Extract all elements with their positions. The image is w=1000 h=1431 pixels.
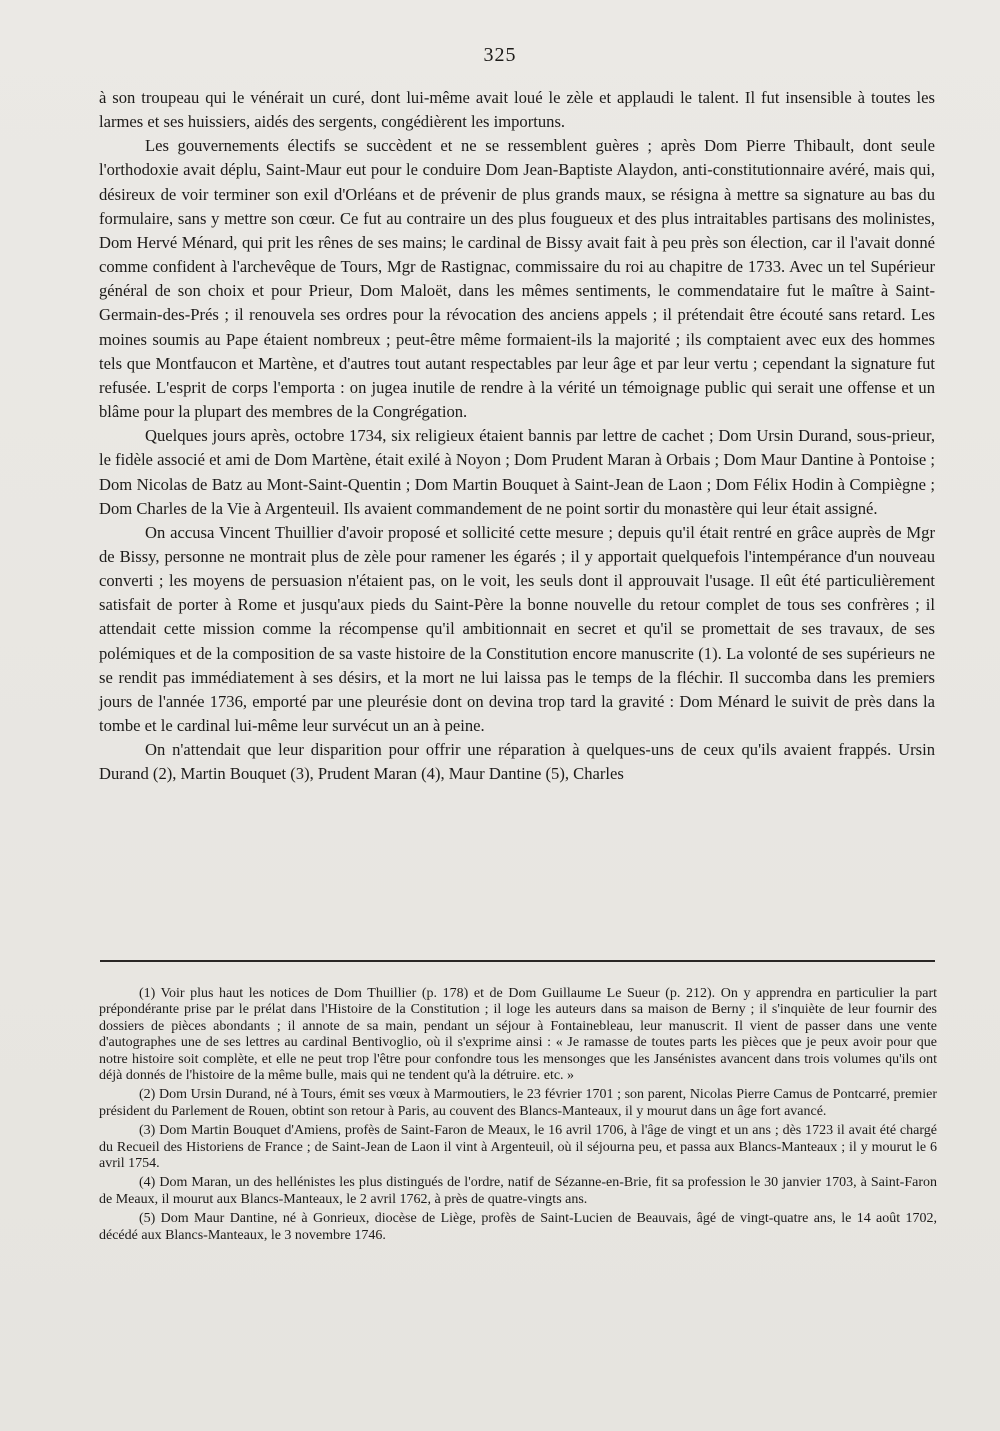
- page-number: 325: [483, 44, 517, 66]
- paragraph: On n'attendait que leur disparition pour offrir une réparation à quelques-uns de ceux qu'ils avaient frappés. Ursin Durand (2), Martin Bouquet (3), Prudent Maran (4), Maur Dantine (5), Charles: [99, 740, 935, 784]
- paragraph: On accusa Vincent Thuillier d'avoir proposé et sollicité cette mesure ; depuis qu'il était rentré en grâce auprès de Mgr de Bissy, personne ne montrait plus de zèle pour ramener les égarés ; il y apportait quelquefois l'intempérance d'un nouveau converti ; les moyens de persuasion n'étaient pas, on le voit, les seuls dont il approuvait l'usage. Il eût été particulièrement satisfait de porter à Rome et jusqu'aux pieds du Saint-Père la bonne nouvelle du retour complet de tous ses confrères ; il attendait cette mission comme la récompense qu'il ambitionnait en secret et qu'il se promettait de ses travaux, de ses polémiques et de la composition de sa vaste histoire de la Constitution encore manuscrite (1). La volonté de ses supérieurs ne se rendit pas immédiatement à ses désirs, et la mort ne lui laissa pas le temps de la fléchir. Il succomba dans les premiers jours de l'année 1736, emporté par une pleurésie dont on devina trop tard la gravité : Dom Ménard le suivit de près dans la tombe et le cardinal lui-même leur survécut un an à peine.: [99, 522, 935, 736]
- footnotes: [99, 986, 937, 1247]
- paragraph: Quelques jours après, octobre 1734, six religieux étaient bannis par lettre de cachet ; Dom Ursin Durand, sous-prieur, le fidèle associé et ami de Dom Martène, était exilé à Noyon ; Dom Prudent Maran à Orbais ; Dom Maur Dantine à Pontoise ; Dom Nicolas de Batz au Mont-Saint-Quentin ; Dom Martin Bouquet à Saint-Jean de Laon ; Dom Félix Hodin à Compiègne ; Dom Charles de la Vie à Argenteuil. Ils avaient commandement de ne point sortir du monastère qui leur était assigné.: [99, 426, 935, 518]
- footnote-2: (2) Dom Ursin Durand, né à Tours, émit ses vœux à Marmoutiers, le 23 février 1701 ; son parent, Nicolas Pierre Camus de Pontcarré, premier président du Parlement de Rouen, obtint son retour à Paris, au couvent des Blancs-Manteaux, il y mourut dans un âge fort avancé.: [99, 1087, 937, 1119]
- body-text: [99, 86, 935, 787]
- paragraph: à son troupeau qui le vénérait un curé, dont lui-même avait loué le zèle et applaudi le talent. Il fut insensible à toutes les larmes et ses huissiers, aidés des sergents, congédièrent les importuns.: [99, 88, 935, 132]
- paragraph: Les gouvernements électifs se succèdent et ne se ressemblent guères ; après Dom Pierre Thibault, dont seule l'orthodoxie avait déplu, Saint-Maur eut pour le conduire Dom Jean-Baptiste Alaydon, anti-constitutionnaire avéré, mais qui, désireux de voir terminer son exil d'Orléans et de prévenir de plus grands maux, se résigna à mettre sa signature au bas du formulaire, sans y mettre son cœur. Ce fut au contraire un des plus fougueux et des plus intraitables partisans des molinistes, Dom Hervé Ménard, qui prit les rênes de ses mains; le cardinal de Bissy avait fait à peu près son élection, car il l'avait donné comme confident à l'archevêque de Tours, Mgr de Rastignac, commissaire du roi au chapitre de 1733. Avec un tel Supérieur général de son choix et pour Prieur, Dom Maloët, dans les mêmes sentiments, le commendataire fut le maître à Saint-Germain-des-Prés ; il renouvela ses ordres pour la révocation des anciens appels ; il prétendait être écouté sans retard. Les moines soumis au Pape étaient nombreux ; peut-être même formaient-ils la majorité ; ils comptaient avec eux des hommes tels que Montfaucon et Martène, et d'autres tout autant respectables par leur âge et par leur vertu ; cependant la signature fut refusée. L'esprit de corps l'emporta : on jugea inutile de rendre à la vérité un témoignage public qui serait une offense et un blâme pour la plupart des membres de la Congrégation.: [99, 136, 935, 422]
- footnote-3: (3) Dom Martin Bouquet d'Amiens, profès de Saint-Faron de Meaux, le 16 avril 1706, à l'âge de vingt et un ans ; dès 1723 il avait été chargé du Recueil des Historiens de France ; de Saint-Jean de Laon il vint à Argenteuil, où il séjourna peu, et passa aux Blancs-Manteaux ; il y mourut le 6 avril 1754.: [99, 1123, 937, 1172]
- footnote-separator: [100, 960, 935, 962]
- footnote-5: (5) Dom Maur Dantine, né à Gonrieux, diocèse de Liège, profès de Saint-Lucien de Beauvais, âgé de vingt-quatre ans, le 14 août 1702, décédé aux Blancs-Manteaux, le 3 novembre 1746.: [99, 1211, 937, 1243]
- footnote-1: (1) Voir plus haut les notices de Dom Thuillier (p. 178) et de Dom Guillaume Le Sueur (p. 212). On y apprendra en particulier la part prépondérante prise par le prélat dans l'Histoire de la Constitution ; il loge les auteurs dans sa maison de Berny ; il s'inquiète de leur fournir des dossiers de pièces abondants ; il annote de sa main, pendant un séjour à Fontainebleau, leur manuscrit. Il vient de passer dans une vente d'autographes une de ses lettres au cardinal Bentivoglio, où il s'exprime ainsi : « Je ramasse de toutes parts les pièces que je peux avoir pour que notre histoire soit complète, et elle ne peut trop l'être pour confondre tous les mensonges que les Jansénistes avancent dans trois volumes qu'ils ont déjà donnés de l'histoire de la même bulle, mais qui ne tendent qu'à la détruire. etc. »: [99, 986, 937, 1084]
- footnote-4: (4) Dom Maran, un des hellénistes les plus distingués de l'ordre, natif de Sézanne-en-Brie, fit sa profession le 30 janvier 1703, à Saint-Faron de Meaux, il mourut aux Blancs-Manteaux, le 2 avril 1762, à près de quatre-vingts ans.: [99, 1175, 937, 1207]
